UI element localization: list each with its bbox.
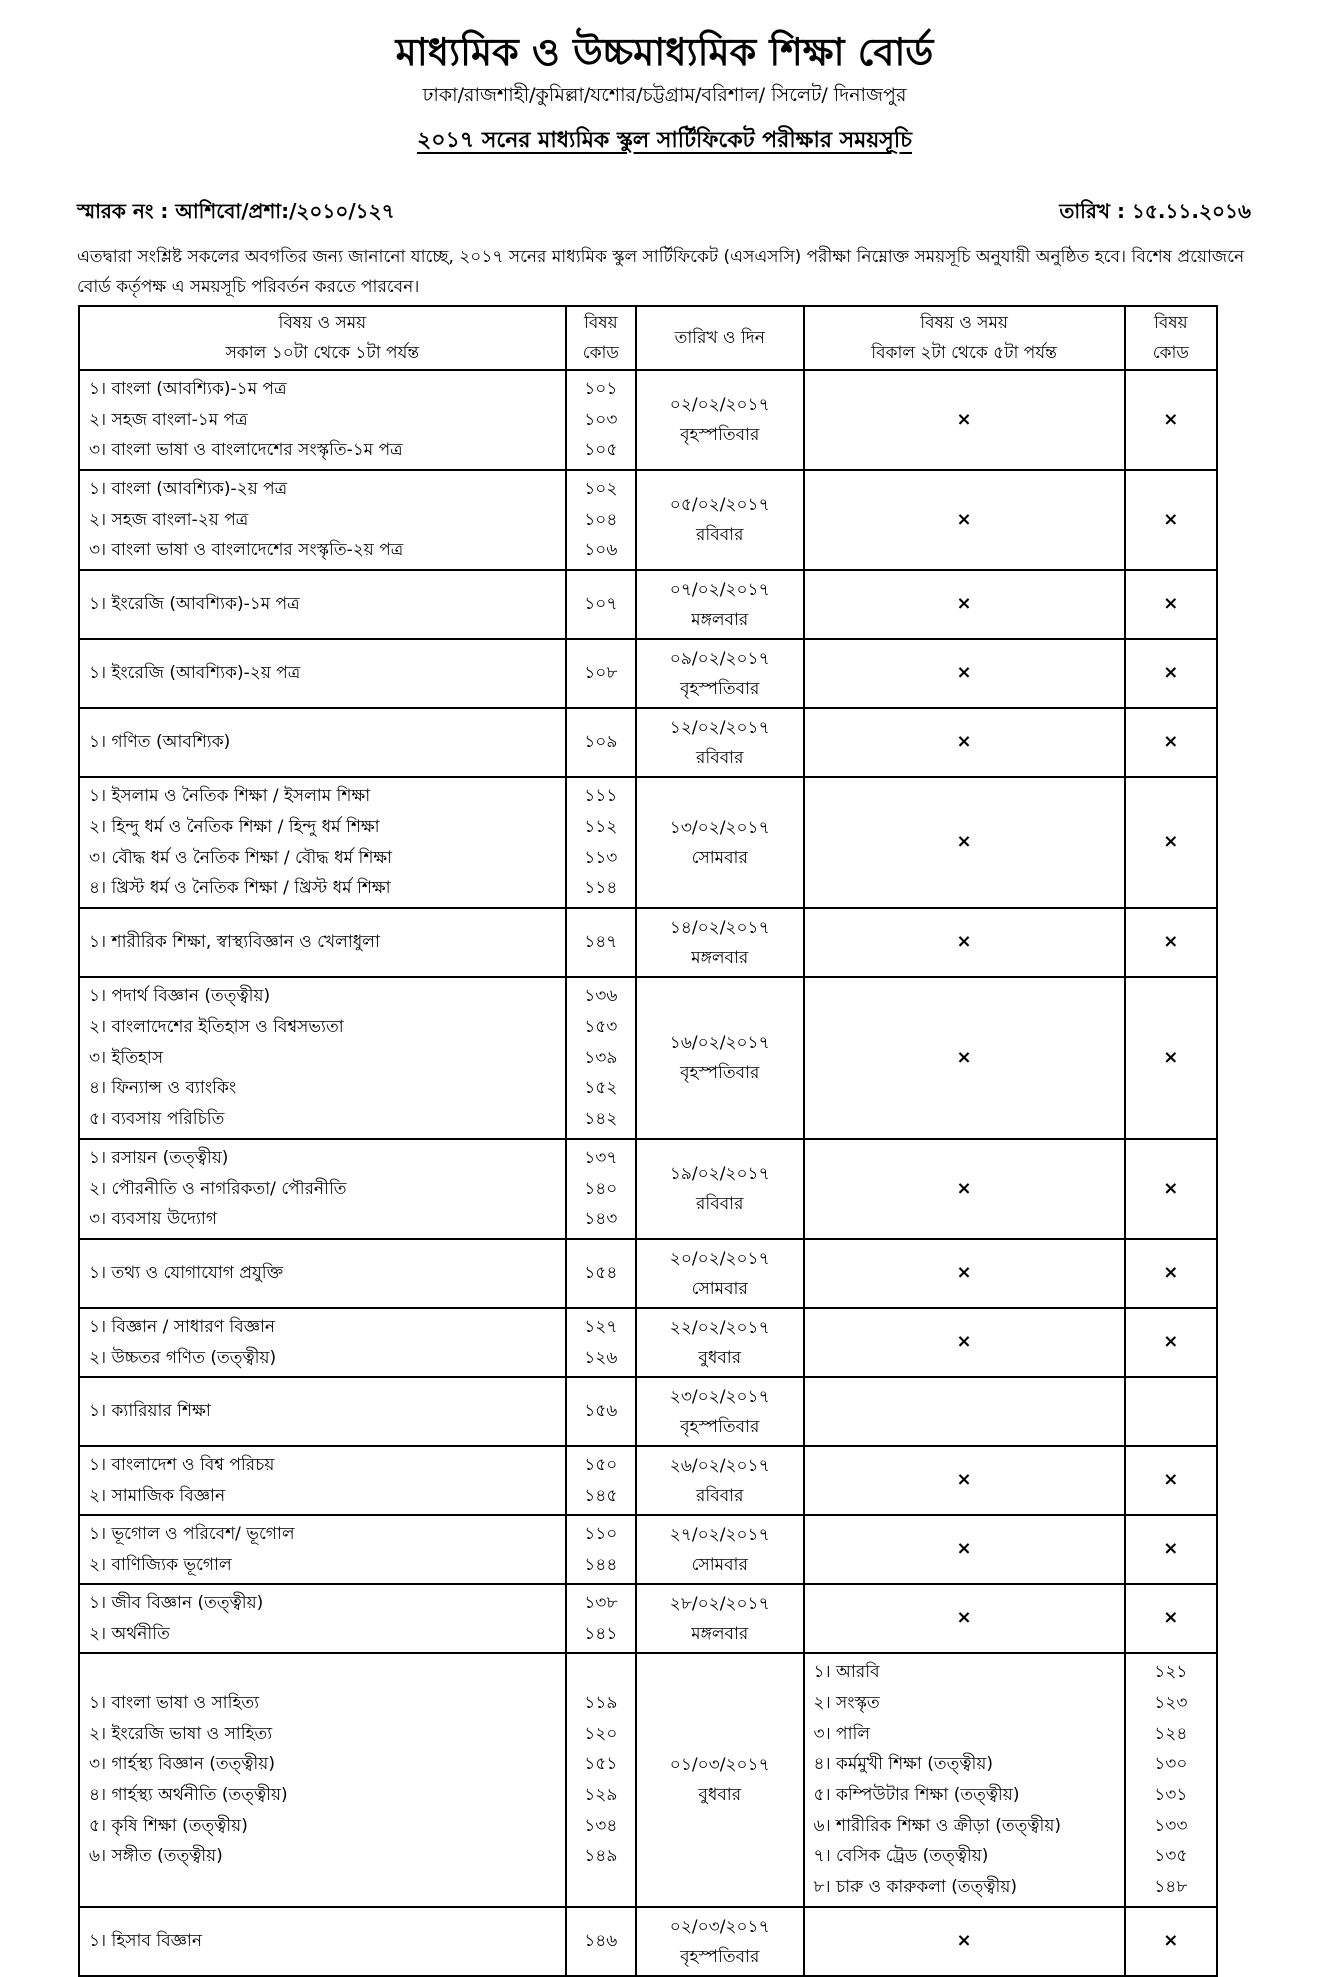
subject-item: ৭। বেসিক ট্রেড (তত্ত্বীয়) [813, 1846, 989, 1867]
morning-codes-cell [566, 570, 636, 639]
subject-code: ১৩৮ [584, 1592, 618, 1613]
no-exam-mark: × [956, 508, 972, 530]
no-exam-mark: × [956, 1469, 972, 1491]
exam-date: ০১/০৩/২০১৭ [669, 1755, 770, 1775]
exam-day: বৃহস্পতিবার [680, 425, 760, 445]
date-day-cell [636, 1377, 804, 1446]
date-day-cell [636, 1584, 804, 1653]
memo-number: স্মারক নং : আশিবো/প্রশা:/২০১০/১২৭ [77, 199, 395, 223]
subject-item: ১। বাংলাদেশ ও বিশ্ব পরিচয় [89, 1454, 275, 1475]
no-exam-mark: × [1163, 1262, 1179, 1284]
exam-day: সোমবার [691, 1278, 748, 1299]
morning-subjects-cell [79, 977, 566, 1139]
subject-code: ১১১ [584, 786, 618, 807]
subject-code: ১৪৩ [584, 1209, 618, 1230]
subject-code: ১০৫ [584, 440, 618, 461]
date-day-cell [636, 1446, 804, 1515]
morning-subjects-cell [79, 1446, 566, 1515]
morning-subjects-cell [79, 570, 566, 639]
subject-code: ১৩৫ [1154, 1846, 1188, 1867]
subject-code: ১০৯ [584, 732, 618, 753]
exam-day: বুধবার [698, 1347, 742, 1368]
morning-subjects-cell [79, 1515, 566, 1584]
no-exam-mark: × [956, 662, 972, 684]
subject-item: ৫। কম্পিউটার শিক্ষা (তত্ত্বীয়) [813, 1785, 1020, 1805]
table-row [79, 708, 1217, 777]
subject-code: ১২১ [1154, 1662, 1188, 1683]
table-row [79, 1584, 1217, 1653]
exam-day: রবিবার [696, 1485, 744, 1506]
subject-item: ১। শারীরিক শিক্ষা, স্বাস্থ্যবিজ্ঞান ও খেলাধুলা [89, 932, 380, 953]
header-morning-line2: সকাল ১০টা থেকে ১টা পর্যন্ত [225, 343, 420, 363]
table-row [79, 1907, 1217, 1976]
subject-code: ১৩০ [1154, 1754, 1188, 1775]
afternoon-subjects-cell [804, 1308, 1125, 1377]
table-row [79, 977, 1217, 1139]
subject-item: ২। সহজ বাংলা-২য় পত্র [89, 509, 249, 530]
subject-code: ১৫৩ [584, 1016, 618, 1037]
exam-date: ০৯/০২/২০১৭ [669, 648, 770, 669]
subject-code: ১২৪ [1154, 1723, 1188, 1744]
date-day-cell [636, 1308, 804, 1377]
subject-code: ১১০ [584, 1523, 618, 1544]
subject-item: ২। বাংলাদেশের ইতিহাস ও বিশ্বসভ্যতা [89, 1016, 344, 1037]
subject-item: ১। ইসলাম ও নৈতিক শিক্ষা / ইসলাম শিক্ষা [89, 786, 371, 807]
afternoon-codes-cell [1125, 639, 1217, 708]
morning-codes-cell [566, 777, 636, 908]
subject-code: ১০৩ [584, 409, 618, 430]
date-day-cell [636, 977, 804, 1139]
subject-item: ৩। বাংলা ভাষা ও বাংলাদেশের সংস্কৃতি-২য় পত্র [89, 540, 404, 561]
morning-subjects-cell [79, 1308, 566, 1377]
subject-item: ২। পৌরনীতি ও নাগরিকতা/ পৌরনীতি [89, 1178, 347, 1199]
afternoon-codes-cell [1125, 1653, 1217, 1907]
subject-code: ১১৩ [584, 847, 618, 868]
subject-code: ১৪৬ [584, 1931, 618, 1952]
no-exam-mark: × [1163, 831, 1179, 853]
subject-item: ১। গণিত (আবশ্যিক) [89, 732, 231, 753]
morning-subjects-cell [79, 708, 566, 777]
morning-subjects-cell [79, 1377, 566, 1446]
subject-item: ২। সহজ বাংলা-১ম পত্র [89, 409, 248, 430]
subject-code: ১৪৮ [1154, 1877, 1188, 1898]
header-code-line2: কোড [582, 343, 619, 363]
subject-code: ১২০ [584, 1723, 618, 1744]
afternoon-codes-cell [1125, 1446, 1217, 1515]
table-row [79, 639, 1217, 708]
afternoon-subjects-cell [804, 1584, 1125, 1653]
morning-codes-cell [566, 1239, 636, 1308]
header-afternoon-line2: বিকাল ২টা থেকে ৫টা পর্যন্ত [871, 343, 1057, 363]
afternoon-codes-cell [1125, 1377, 1217, 1446]
morning-codes-cell [566, 370, 636, 470]
subject-item: ১। বাংলা (আবশ্যিক)-১ম পত্র [89, 378, 287, 399]
afternoon-codes-cell [1125, 908, 1217, 977]
afternoon-codes-cell [1125, 370, 1217, 470]
subject-code: ১৪২ [584, 1109, 618, 1130]
no-exam-mark: × [956, 831, 972, 853]
subject-item: ৪। ফিন্যান্স ও ব্যাংকিং [89, 1078, 237, 1099]
morning-codes-cell [566, 1653, 636, 1907]
subject-code: ১০৭ [584, 594, 618, 615]
subject-item: ৫। কৃষি শিক্ষা (তত্ত্বীয়) [89, 1815, 248, 1836]
subject-code: ১৪৫ [584, 1485, 618, 1506]
schedule-heading-text: ২০১৭ সনের মাধ্যমিক স্কুল সার্টিফিকেট পরীক্ষার সময়সূচি [416, 128, 913, 153]
subject-item: ৩। ইতিহাস [89, 1047, 164, 1068]
header-afternoon-code [1125, 306, 1217, 370]
header-code-line1: বিষয় [583, 313, 618, 333]
subject-code: ১০৮ [584, 663, 618, 684]
morning-codes-cell [566, 908, 636, 977]
afternoon-subjects-cell [804, 1239, 1125, 1308]
afternoon-codes-cell [1125, 1308, 1217, 1377]
morning-codes-cell [566, 470, 636, 570]
exam-day: বৃহস্পতিবার [680, 1946, 760, 1967]
subject-item: ৪। খ্রিস্ট ধর্ম ও নৈতিক শিক্ষা / খ্রিস্ট ধর্ম শিক্ষা [89, 878, 391, 899]
subject-code: ১১৪ [584, 878, 618, 899]
afternoon-codes-cell [1125, 777, 1217, 908]
subject-code: ১২৬ [584, 1347, 618, 1368]
subject-item: ১। রসায়ন (তত্ত্বীয়) [89, 1147, 229, 1168]
date-day-cell [636, 777, 804, 908]
afternoon-subjects-cell [804, 1907, 1125, 1976]
no-exam-mark: × [1163, 408, 1179, 430]
morning-subjects-cell [79, 1907, 566, 1976]
no-exam-mark: × [956, 1177, 972, 1199]
subject-item: ১। পদার্থ বিজ্ঞান (তত্ত্বীয়) [89, 986, 271, 1007]
afternoon-subjects-cell [804, 1377, 1125, 1446]
afternoon-subjects-cell [804, 777, 1125, 908]
subject-item: ৮। চারু ও কারুকলা (তত্ত্বীয়) [813, 1877, 1018, 1898]
exam-day: মঙ্গলবার [691, 1623, 749, 1644]
table-body [79, 370, 1217, 1976]
subject-item: ২। হিন্দু ধর্ম ও নৈতিক শিক্ষা / হিন্দু ধর্ম শিক্ষা [89, 816, 380, 837]
subject-item: ১। ইংরেজি (আবশ্যিক)-১ম পত্র [89, 594, 300, 615]
issue-date: তারিখ : ১৫.১১.২০১৬ [1059, 199, 1251, 223]
no-exam-mark: × [956, 593, 972, 615]
subject-code: ১১২ [584, 816, 618, 837]
subject-item: ২। বাণিজ্যিক ভূগোল [89, 1554, 232, 1575]
subject-item: ২। সংস্কৃত [813, 1692, 880, 1713]
subject-item: ৬। সঙ্গীত (তত্ত্বীয়) [89, 1846, 223, 1867]
table-row [79, 470, 1217, 570]
exam-date: ০২/০২/২০১৭ [669, 395, 770, 415]
subject-code: ১২৩ [1154, 1692, 1188, 1713]
subject-item: ৪। গার্হস্থ্য অর্থনীতি (তত্ত্বীয়) [89, 1785, 288, 1805]
subject-code: ১৩৬ [584, 986, 618, 1007]
no-exam-mark: × [1163, 1177, 1179, 1199]
afternoon-subjects-cell [804, 470, 1125, 570]
subject-code: ১০১ [584, 378, 618, 399]
exam-day: বুধবার [698, 1785, 742, 1805]
subject-item: ১। ইংরেজি (আবশ্যিক)-২য় পত্র [89, 663, 301, 684]
date-day-cell [636, 1653, 804, 1907]
exam-date: ১৯/০২/২০১৭ [669, 1164, 770, 1184]
subject-code: ১৫১ [584, 1754, 618, 1775]
afternoon-codes-cell [1125, 708, 1217, 777]
header-morning-subjects [79, 306, 566, 370]
table-row [79, 1377, 1217, 1446]
date-day-cell [636, 1907, 804, 1976]
date-day-cell [636, 1239, 804, 1308]
table-row [79, 1653, 1217, 1907]
afternoon-subjects-cell [804, 1653, 1125, 1907]
subject-item: ২। ইংরেজি ভাষা ও সাহিত্য [89, 1723, 273, 1744]
afternoon-codes-cell [1125, 1515, 1217, 1584]
exam-date: ০৫/০২/২০১৭ [669, 495, 770, 515]
subject-code: ১৪৭ [584, 932, 618, 953]
no-exam-mark: × [1163, 508, 1179, 530]
morning-codes-cell [566, 1377, 636, 1446]
subject-code: ১২৯ [584, 1785, 618, 1805]
exam-day: মঙ্গলবার [691, 609, 749, 630]
afternoon-codes-cell [1125, 570, 1217, 639]
subject-code: ১৫৪ [584, 1263, 618, 1284]
table-row [79, 370, 1217, 470]
no-exam-mark: × [1163, 662, 1179, 684]
exam-date: ২৭/০২/২০১৭ [669, 1524, 770, 1545]
no-exam-mark: × [1163, 731, 1179, 753]
subject-code: ১১৯ [584, 1692, 618, 1713]
date-day-cell [636, 1515, 804, 1584]
no-exam-mark: × [956, 1046, 972, 1068]
date-day-cell [636, 708, 804, 777]
morning-subjects-cell [79, 639, 566, 708]
table-row [79, 908, 1217, 977]
subject-code: ১৪০ [584, 1178, 618, 1199]
morning-codes-cell [566, 1308, 636, 1377]
morning-codes-cell [566, 1907, 636, 1976]
morning-codes-cell [566, 977, 636, 1139]
afternoon-codes-cell [1125, 470, 1217, 570]
no-exam-mark: × [1163, 1046, 1179, 1068]
no-exam-mark: × [956, 1262, 972, 1284]
table-row [79, 1308, 1217, 1377]
subject-item: ৬। শারীরিক শিক্ষা ও ক্রীড়া (তত্ত্বীয়) [813, 1815, 1062, 1836]
subject-code: ১৩৩ [1154, 1815, 1188, 1836]
no-exam-mark: × [1163, 1607, 1179, 1629]
header-afternoon-subjects [804, 306, 1125, 370]
afternoon-codes-cell [1125, 1239, 1217, 1308]
afternoon-subjects-cell [804, 908, 1125, 977]
no-exam-mark: × [1163, 593, 1179, 615]
subject-item: ৫। ব্যবসায় পরিচিতি [89, 1109, 225, 1130]
subject-code: ১৪৯ [584, 1846, 618, 1867]
table-row [79, 777, 1217, 908]
subject-item: ৩। গার্হস্থ্য বিজ্ঞান (তত্ত্বীয়) [89, 1754, 275, 1775]
no-exam-mark: × [1163, 1538, 1179, 1560]
subject-item: ৩। বাংলা ভাষা ও বাংলাদেশের সংস্কৃতি-১ম পত্র [89, 440, 403, 461]
exam-day: বৃহস্পতিবার [680, 1063, 760, 1083]
morning-subjects-cell [79, 1584, 566, 1653]
afternoon-subjects-cell [804, 1446, 1125, 1515]
exam-day: রবিবার [696, 1194, 744, 1214]
no-exam-mark: × [956, 731, 972, 753]
no-exam-mark: × [956, 1538, 972, 1560]
exam-day: মঙ্গলবার [691, 947, 749, 968]
header-morning-line1: বিষয় ও সময় [278, 313, 367, 333]
subject-item: ১। আরবি [813, 1662, 880, 1683]
exam-date: ০৭/০২/২০১৭ [669, 579, 770, 600]
date-day-cell [636, 639, 804, 708]
exam-date: ২৩/০২/২০১৭ [669, 1386, 770, 1407]
subject-code: ১৫৬ [584, 1401, 618, 1422]
exam-date: ১৬/০২/২০১৭ [669, 1033, 770, 1053]
exam-date: ২৬/০২/২০১৭ [669, 1455, 770, 1476]
afternoon-subjects-cell [804, 370, 1125, 470]
header-code2-line1: বিষয় [1153, 313, 1188, 333]
morning-codes-cell [566, 1446, 636, 1515]
exam-date: ১৪/০২/২০১৭ [669, 917, 770, 938]
table-header-row [79, 306, 1217, 370]
subject-item: ৩। ব্যবসায় উদ্যোগ [89, 1209, 217, 1230]
morning-subjects-cell [79, 470, 566, 570]
subject-code: ১৪৪ [584, 1554, 618, 1575]
exam-day: বৃহস্পতিবার [680, 1416, 760, 1437]
subject-item: ২। সামাজিক বিজ্ঞান [89, 1485, 226, 1506]
header-code2-line2: কোড [1152, 343, 1189, 363]
date-day-cell [636, 908, 804, 977]
afternoon-subjects-cell [804, 570, 1125, 639]
no-exam-mark: × [1163, 1469, 1179, 1491]
exam-day: সোমবার [691, 1554, 748, 1575]
no-exam-mark: × [1163, 1930, 1179, 1952]
subject-code: ১৫০ [584, 1454, 618, 1475]
table-row [79, 1239, 1217, 1308]
table-row [79, 1446, 1217, 1515]
board-title: মাধ্যমিক ও উচ্চমাধ্যমিক শিক্ষা বোর্ড [395, 30, 934, 74]
no-exam-mark: × [1163, 931, 1179, 953]
afternoon-codes-cell [1125, 1907, 1217, 1976]
subject-item: ১। বাংলা ভাষা ও সাহিত্য [89, 1692, 260, 1713]
subject-code: ১৩৪ [584, 1815, 618, 1836]
no-exam-mark: × [956, 1607, 972, 1629]
morning-subjects-cell [79, 1139, 566, 1239]
morning-subjects-cell [79, 370, 566, 470]
exam-date: ১৩/০২/২০১৭ [669, 817, 770, 838]
morning-codes-cell [566, 1515, 636, 1584]
afternoon-subjects-cell [804, 639, 1125, 708]
date-day-cell [636, 370, 804, 470]
morning-subjects-cell [79, 777, 566, 908]
exam-date: ২২/০২/২০১৭ [669, 1317, 770, 1338]
no-exam-mark: × [956, 408, 972, 430]
subject-item: ৩। বৌদ্ধ ধর্ম ও নৈতিক শিক্ষা / বৌদ্ধ ধর্ম শিক্ষা [89, 847, 393, 868]
subject-code: ১৪১ [584, 1623, 618, 1644]
subject-code: ১৩৯ [584, 1047, 618, 1068]
morning-codes-cell [566, 639, 636, 708]
exam-day: রবিবার [696, 525, 744, 545]
subject-item: ১। বাংলা (আবশ্যিক)-২য় পত্র [89, 478, 288, 499]
exam-day: বৃহস্পতিবার [680, 678, 760, 699]
notice-paragraph: এতদ্বারা সংশ্লিষ্ট সকলের অবগতির জন্য জানানো যাচ্ছে, ২০১৭ সনের মাধ্যমিক স্কুল সার্টিফিকেট (এসএসসি) পরীক্ষা নিম্নোক্ত সময়সূচি অনুযায়ী অনুষ্ঠিত হবে। বিশেষ প্রয়োজনে বোর্ড কর্তৃপক্ষ এ সময়সূচি পরিবর্তন করতে পারবেন। [77, 247, 1245, 297]
subject-item: ১। ভূগোল ও পরিবেশ/ ভূগোল [89, 1523, 295, 1544]
date-day-cell [636, 470, 804, 570]
subject-code: ১০৬ [584, 540, 618, 561]
date-day-cell [636, 570, 804, 639]
afternoon-codes-cell [1125, 977, 1217, 1139]
no-exam-mark: × [1163, 1331, 1179, 1353]
board-list: ঢাকা/রাজশাহী/কুমিল্লা/যশোর/চট্টগ্রাম/বরিশাল/ সিলেট/ দিনাজপুর [422, 84, 907, 106]
subject-code: ১০২ [584, 478, 618, 499]
exam-schedule-table [78, 305, 1218, 1977]
table-row [79, 1139, 1217, 1239]
date-day-cell [636, 1139, 804, 1239]
table-row [79, 570, 1217, 639]
subject-item: ৩। পালি [813, 1723, 871, 1744]
afternoon-codes-cell [1125, 1139, 1217, 1239]
header-date-day: তারিখ ও দিন [636, 306, 804, 370]
subject-item: ১। হিসাব বিজ্ঞান [89, 1931, 203, 1952]
no-exam-mark: × [956, 1930, 972, 1952]
subject-item: ২। অর্থনীতি [89, 1623, 170, 1644]
afternoon-codes-cell [1125, 1584, 1217, 1653]
afternoon-subjects-cell [804, 977, 1125, 1139]
schedule-heading [0, 124, 1329, 158]
subject-code: ১৩১ [1154, 1785, 1188, 1805]
subject-code: ১৫২ [584, 1078, 618, 1099]
subject-code: ১০৪ [584, 509, 618, 530]
morning-codes-cell [566, 1584, 636, 1653]
subject-item: ২। উচ্চতর গণিত (তত্ত্বীয়) [89, 1347, 277, 1368]
header-morning-code [566, 306, 636, 370]
morning-subjects-cell [79, 908, 566, 977]
afternoon-subjects-cell [804, 708, 1125, 777]
morning-codes-cell [566, 1139, 636, 1239]
exam-date: ২০/০২/২০১৭ [669, 1248, 770, 1269]
no-exam-mark: × [956, 1331, 972, 1353]
afternoon-subjects-cell [804, 1515, 1125, 1584]
morning-codes-cell [566, 708, 636, 777]
morning-subjects-cell [79, 1653, 566, 1907]
morning-subjects-cell [79, 1239, 566, 1308]
exam-day: রবিবার [696, 747, 744, 768]
subject-code: ১৩৭ [584, 1147, 618, 1168]
subject-item: ৪। কর্মমুখী শিক্ষা (তত্ত্বীয়) [813, 1754, 994, 1775]
no-exam-mark: × [956, 931, 972, 953]
table-row [79, 1515, 1217, 1584]
subject-item: ১। জীব বিজ্ঞান (তত্ত্বীয়) [89, 1592, 264, 1613]
afternoon-subjects-cell [804, 1139, 1125, 1239]
header-afternoon-line1: বিষয় ও সময় [920, 313, 1008, 333]
subject-item: ১। বিজ্ঞান / সাধারণ বিজ্ঞান [89, 1316, 276, 1337]
subject-code: ১২৭ [584, 1316, 618, 1337]
exam-date: ২৮/০২/২০১৭ [669, 1593, 770, 1614]
exam-date: ১২/০২/২০১৭ [669, 717, 770, 738]
subject-item: ১। তথ্য ও যোগাযোগ প্রযুক্তি [89, 1263, 284, 1284]
exam-date: ০২/০৩/২০১৭ [669, 1916, 770, 1937]
exam-day: সোমবার [691, 847, 748, 868]
subject-item: ১। ক্যারিয়ার শিক্ষা [89, 1401, 211, 1422]
